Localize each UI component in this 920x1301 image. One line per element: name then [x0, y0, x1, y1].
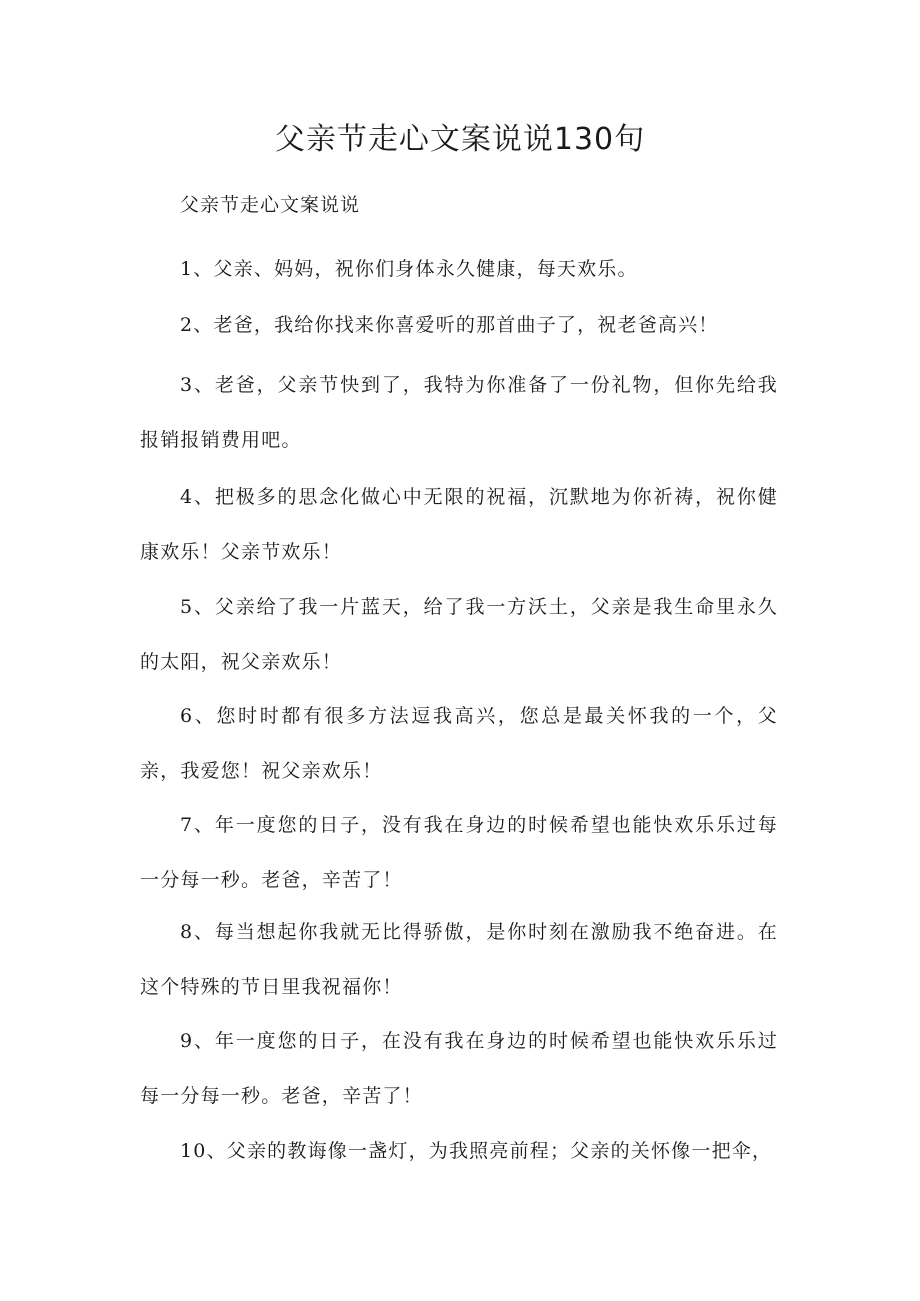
list-item: 1、父亲、妈妈，祝你们身体永久健康，每天欢乐。 [180, 258, 638, 280]
list-item: 9、年一度您的日子，在没有我在身边的时候希望也能快欢乐乐过每一分每一秒。老爸，辛苦了！ [140, 1030, 778, 1107]
list-item: 6、您时时都有很多方法逗我高兴，您总是最关怀我的一个，父亲，我爱您！祝父亲欢乐！ [140, 705, 778, 782]
document-title: 父亲节走心文案说说130句 [274, 122, 646, 157]
list-item: 10、父亲的教诲像一盏灯，为我照亮前程；父亲的关怀像一把伞， [180, 1140, 773, 1162]
list-item: 8、每当想起你我就无比得骄傲，是你时刻在激励我不绝奋进。在这个特殊的节日里我祝福你！ [140, 921, 778, 998]
document-subtitle: 父亲节走心文案说说 [180, 194, 361, 216]
list-item: 4、把极多的思念化做心中无限的祝福，沉默地为你祈祷，祝你健康欢乐！父亲节欢乐！ [140, 486, 778, 563]
list-item: 7、年一度您的日子，没有我在身边的时候希望也能快欢乐乐过每一分每一秒。老爸，辛苦了！ [140, 814, 778, 891]
list-item: 3、老爸，父亲节快到了，我特为你准备了一份礼物，但你先给我报销报销费用吧。 [140, 374, 778, 451]
list-item: 5、父亲给了我一片蓝天，给了我一方沃土，父亲是我生命里永久的太阳，祝父亲欢乐！ [140, 596, 778, 673]
list-item: 2、老爸，我给你找来你喜爱听的那首曲子了，祝老爸高兴！ [180, 314, 719, 336]
